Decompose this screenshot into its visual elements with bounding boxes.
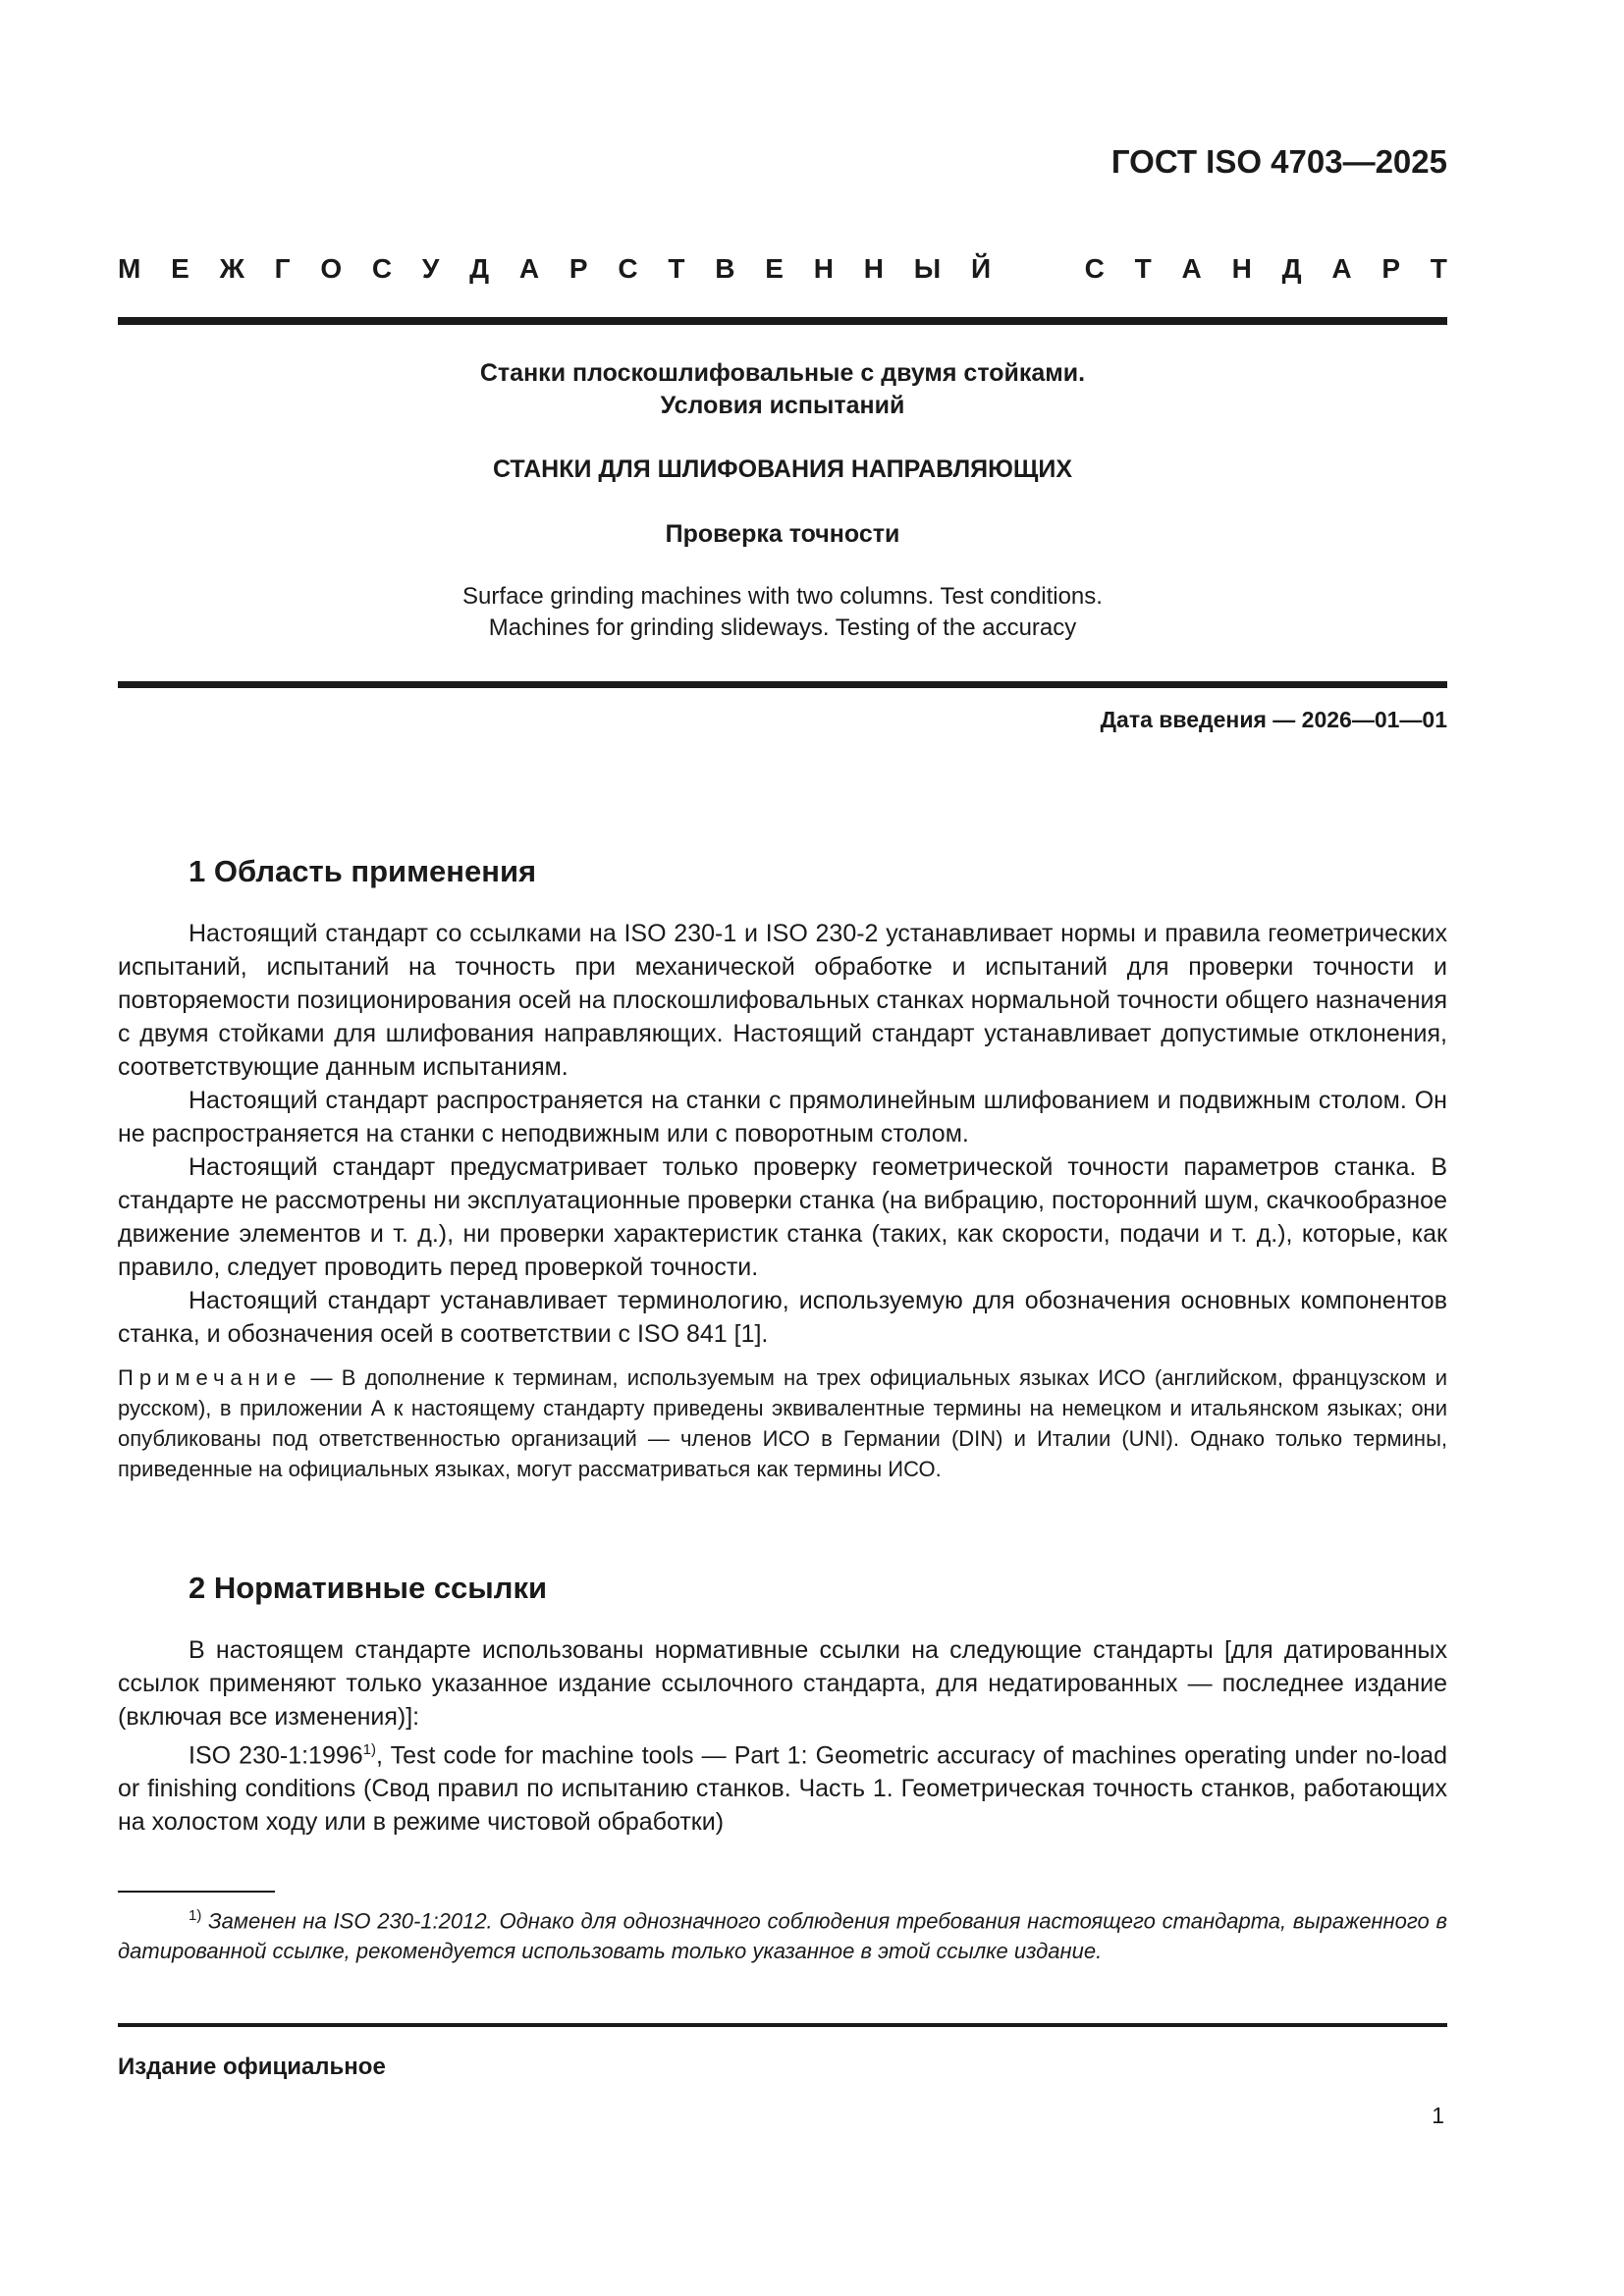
title-english [118, 581, 1447, 644]
doc-type-letter: Д [469, 253, 490, 284]
section-1-paragraph: Настоящий стандарт предусматривает только проверку геометрической точности параметров станка. В стандарте не рассмотрены ни эксплуатационные проверки станка (на вибрацию, посторонний шум, скачкообразное движение элементов и т. д.), ни проверки характеристик станка (таких, как скорости, подачи и т. д.), которые, как правило, следует проводить перед проверкой точности. [118, 1153, 1447, 1281]
doc-type-letter: Ж [219, 253, 244, 284]
footnote-text: Заменен на ISO 230-1:2012. Однако для однозначного соблюдения требования настоящего стандарта, выраженного в датированной ссылке, рекомендуется использовать только указанное в этой ссылке издание. [118, 1908, 1447, 1964]
title-divider [118, 681, 1447, 688]
doc-type-letter: Н [1231, 253, 1252, 284]
footnote-reference-mark[interactable]: 1) [362, 1741, 377, 1758]
section-2-paragraph: В настоящем стандарте использованы нормативные ссылки на следующие стандарты [для датированных ссылок применяют только указанное издание ссылочного стандарта, для недатированных — последнее издание (включая все изменения)]: [118, 1636, 1447, 1731]
doc-type-letter: С [1084, 253, 1105, 284]
title-english-line-2: Machines for grinding slideways. Testing of the accuracy [488, 614, 1077, 641]
footnote-divider [118, 1891, 275, 1893]
doc-type-letter: С [618, 253, 638, 284]
normative-reference [118, 1734, 1447, 1839]
note-label: Примечание [118, 1365, 302, 1390]
doc-type-letter: О [320, 253, 343, 284]
doc-type-letter: Е [171, 253, 189, 284]
bottom-divider [118, 2023, 1447, 2027]
section-2-body [118, 1633, 1447, 1839]
footnote [118, 1900, 1447, 1966]
reference-title: , Test code for machine tools — Part 1: Geometric accuracy of machines operating under no-load or finishing conditions (Свод правил по испытанию станков. Часть 1. Геометрическая точность станков, работающих на холостом ходу или в режиме чистовой обработки) [118, 1741, 1447, 1837]
edition-label: Издание официальное [118, 2054, 386, 2080]
doc-type-letter: С [371, 253, 393, 284]
doc-type-letter: Т [668, 253, 685, 284]
section-1-paragraph: Настоящий стандарт устанавливает терминологию, используемую для обозначения основных компонентов станка, и обозначения осей в соответствии с ISO 841 [1]. [118, 1287, 1447, 1348]
doc-type-letter: А [1181, 253, 1202, 284]
top-divider [118, 317, 1447, 325]
page-number: 1 [1432, 2103, 1444, 2128]
title-russian-line-2: Условия испытаний [660, 392, 905, 419]
doc-type-letter: Р [568, 253, 588, 284]
section-1-paragraph: Настоящий стандарт распространяется на станки с прямолинейным шлифованием и подвижным столом. Он не распространяется на станки с неподвижным или с поворотным столом. [118, 1087, 1447, 1148]
title-english-line-1: Surface grinding machines with two columns. Test conditions. [462, 583, 1103, 610]
document-number: ГОСТ ISO 4703—2025 [1110, 143, 1447, 180]
document-type-heading [118, 253, 1447, 285]
section-1-body [118, 917, 1447, 1351]
section-1-note [118, 1362, 1447, 1484]
note-text: — В дополнение к терминам, используемым на трех официальных языках ИСО (английском, французском и русском), в приложении А к настоящему стандарту приведены эквивалентные термины на немецком и итальянском языках; они опубликованы под ответственностью организаций — членов ИСО в Германии (DIN) и Италии (UNI). Однако только термины, приведенные на официальных языках, могут рассматриваться как термины ИСО. [118, 1365, 1447, 1481]
section-2-heading: 2 Нормативные ссылки [189, 1571, 548, 1605]
doc-type-letter: Т [1430, 253, 1447, 284]
letter-gap [1021, 253, 1055, 285]
title-sub-part: Проверка точности [665, 520, 900, 548]
doc-type-letter: Д [1281, 253, 1302, 284]
doc-type-letter: Н [813, 253, 834, 284]
doc-type-letter: М [118, 253, 141, 284]
doc-type-letter: А [1331, 253, 1352, 284]
doc-type-letter: Ы [913, 253, 942, 284]
doc-type-letter: Е [765, 253, 784, 284]
introduction-date: Дата введения — 2026—01—01 [1100, 707, 1447, 732]
title-russian [118, 357, 1447, 422]
doc-type-letter: У [421, 253, 440, 284]
title-russian-line-1: Станки плоскошлифовальные с двумя стойками. [479, 359, 1086, 387]
doc-type-letter: Й [970, 253, 992, 284]
doc-type-letter: Р [1381, 253, 1401, 284]
reference-code: ISO 230-1:1996 [189, 1741, 363, 1770]
footnote-mark: 1) [189, 1907, 202, 1924]
doc-type-letter: В [715, 253, 735, 284]
section-1-heading: 1 Область применения [189, 854, 537, 888]
doc-type-letter: Т [1134, 253, 1152, 284]
title-main-part: СТАНКИ ДЛЯ ШЛИФОВАНИЯ НАПРАВЛЯЮЩИХ [492, 455, 1072, 483]
doc-type-letter: Н [863, 253, 884, 284]
doc-type-letter: Г [274, 253, 291, 284]
doc-type-letter: А [518, 253, 540, 284]
section-1-paragraph: Настоящий стандарт со ссылками на ISO 230-1 и ISO 230-2 устанавливает нормы и правила геометрических испытаний, испытаний на точность при механической обработке и испытаний для проверки точности и повторяемости позиционирования осей на плоскошлифовальных станках нормальной точности общего назначения с двумя стойками для шлифования направляющих. Настоящий стандарт устанавливает допустимые отклонения, соответствующие данным испытаниям. [118, 920, 1447, 1081]
